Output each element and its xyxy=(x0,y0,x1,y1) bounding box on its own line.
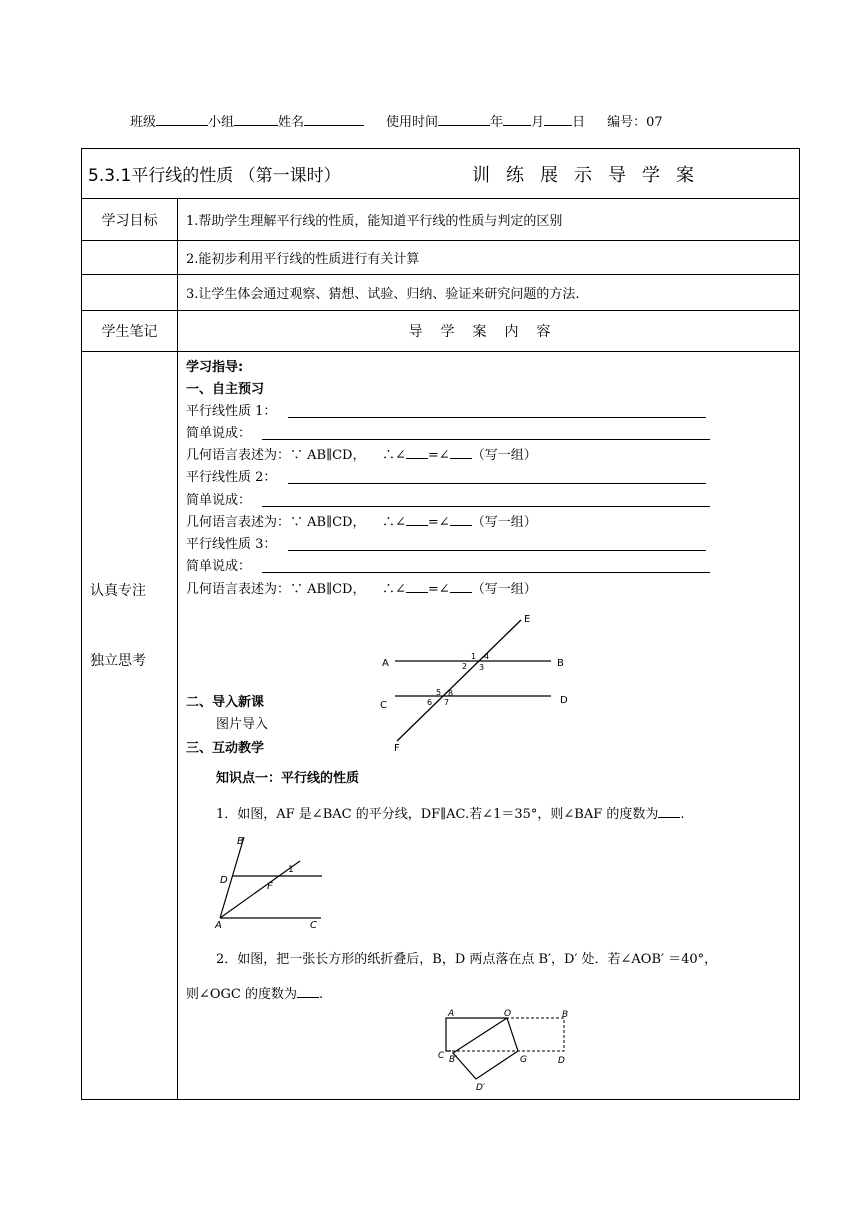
label-C: C xyxy=(380,700,387,711)
simple2-blank[interactable] xyxy=(262,506,710,507)
q2-label-Dp: D′ xyxy=(476,1083,485,1093)
worksheet-table xyxy=(81,148,800,1100)
folded-part xyxy=(453,1018,518,1079)
q1-label-A: A xyxy=(215,920,222,930)
month-blank[interactable] xyxy=(503,113,531,126)
angle-5: 5 xyxy=(436,688,442,697)
geo1-blank-a[interactable] xyxy=(406,447,428,459)
time-blank[interactable] xyxy=(438,113,490,126)
prop3-blank[interactable] xyxy=(288,550,706,551)
q1-label-D: D xyxy=(220,875,228,886)
class-blank[interactable] xyxy=(156,113,208,126)
q1-label-F: F xyxy=(267,881,273,892)
angle-1: 1 xyxy=(471,652,477,661)
side-note-1: 认真专注 xyxy=(90,583,146,599)
side-note-2: 独立思考 xyxy=(90,653,146,669)
q2-label-B: B xyxy=(562,1010,569,1020)
goal-row-2 xyxy=(82,241,799,275)
geo2: 几何语言表述为：∵ AB∥CD， ∴∠ =∠ （写一组） xyxy=(186,515,537,530)
label-F: F xyxy=(394,743,400,753)
day-blank[interactable] xyxy=(544,113,572,126)
class-label: 班级 xyxy=(130,115,157,130)
angle-7: 7 xyxy=(444,698,450,707)
label-A: A xyxy=(382,658,389,669)
geo1: 几何语言表述为：∵ AB∥CD， ∴∠ =∠ （写一组） xyxy=(186,448,537,463)
simple1-blank[interactable] xyxy=(262,439,710,440)
section-row xyxy=(82,311,799,352)
simple2-label: 简单说成： xyxy=(186,493,252,508)
q1-answer-blank[interactable] xyxy=(658,806,680,818)
angle-6: 6 xyxy=(427,698,433,707)
part2-heading: 二、导入新课 xyxy=(186,695,265,710)
month-label: 月 xyxy=(531,115,545,130)
header-info xyxy=(130,111,663,130)
worksheet-type: 训练展示导学案 xyxy=(472,164,710,186)
simple1-label: 简单说成： xyxy=(186,426,252,441)
simple3-blank[interactable] xyxy=(262,572,710,573)
content-row xyxy=(82,352,799,1099)
content-area xyxy=(178,352,799,1099)
goal-1: 1.帮助学生理解平行线的性质，能知道平行线的性质与判定的区别 xyxy=(186,214,563,229)
geo3-blank-a[interactable] xyxy=(406,581,428,593)
rectangle-left xyxy=(446,1018,507,1051)
question-2-figure xyxy=(436,1008,576,1096)
q2-label-A: A xyxy=(448,1009,455,1019)
day-label: 日 xyxy=(572,115,586,130)
year-label: 年 xyxy=(490,115,504,130)
geo3-blank-b[interactable] xyxy=(450,581,472,593)
q1-label-C: C xyxy=(310,920,317,930)
section-title: 导学案内容 xyxy=(408,324,569,340)
goal-2: 2.能初步利用平行线的性质进行有关计算 xyxy=(186,252,420,267)
question-1: 1．如图，AF 是∠BAC 的平分线，DF∥AC.若∠1＝35°，则∠BAF 的度数为 . xyxy=(216,807,685,822)
prop2-blank[interactable] xyxy=(288,483,706,484)
q2-label-D: D xyxy=(558,1056,565,1066)
prop1-blank[interactable] xyxy=(288,417,706,418)
geo2-blank-a[interactable] xyxy=(406,514,428,526)
guide-heading: 学习指导: xyxy=(186,360,244,375)
group-blank[interactable] xyxy=(234,113,278,126)
goal-row-3 xyxy=(82,275,799,311)
notes-column xyxy=(82,352,178,1099)
title-row xyxy=(82,149,799,199)
geo2-blank-b[interactable] xyxy=(450,514,472,526)
name-label: 姓名 xyxy=(278,115,305,130)
notes-label: 学生笔记 xyxy=(82,311,178,351)
line-ef xyxy=(397,620,521,741)
prop2-label: 平行线性质 2： xyxy=(186,470,277,485)
lesson-title: 5.3.1平行线的性质 （第一课时） xyxy=(88,166,341,186)
name-blank[interactable] xyxy=(304,113,364,126)
q2-answer-blank[interactable] xyxy=(297,986,319,998)
part2-sub: 图片导入 xyxy=(216,717,269,732)
part1-heading: 一、自主预习 xyxy=(186,382,265,397)
part3-heading: 三、互动教学 xyxy=(186,741,265,756)
q2-label-Bp: B′ xyxy=(449,1055,458,1065)
q2-label-G: G xyxy=(520,1055,527,1065)
question-1-figure xyxy=(206,830,341,930)
number-label: 编号：07 xyxy=(607,115,663,130)
label-E: E xyxy=(524,614,531,625)
label-D: D xyxy=(560,695,568,706)
label-B: B xyxy=(557,658,564,669)
question-2-line2: 则∠OGC 的度数为 . xyxy=(186,987,324,1002)
angle-2: 2 xyxy=(462,662,468,671)
angle-4: 4 xyxy=(484,652,490,661)
geo3: 几何语言表述为：∵ AB∥CD， ∴∠ =∠ （写一组） xyxy=(186,582,537,597)
question-2-line1: 2．如图，把一张长方形的纸折叠后，B，D 两点落在点 B′，D′ 处．若∠AOB′ ＝40°， xyxy=(216,952,718,967)
parallel-lines-figure xyxy=(373,608,573,753)
q2-label-O: O xyxy=(504,1009,512,1019)
goals-label: 学习目标 xyxy=(82,199,178,240)
prop3-label: 平行线性质 3： xyxy=(186,537,277,552)
goal-row-1 xyxy=(82,199,799,241)
q1-label-B: B xyxy=(237,836,244,847)
geo1-blank-b[interactable] xyxy=(450,447,472,459)
angle-8: 8 xyxy=(448,689,454,698)
goal-3: 3.让学生体会通过观察、猜想、试验、归纳、验证来研究问题的方法. xyxy=(186,287,580,302)
group-label: 小组 xyxy=(208,115,235,130)
q1-angle-1: 1 xyxy=(288,865,294,875)
prop1-label: 平行线性质 1： xyxy=(186,404,277,419)
simple3-label: 简单说成： xyxy=(186,559,252,574)
time-label: 使用时间 xyxy=(386,115,439,130)
angle-3: 3 xyxy=(479,663,485,672)
q2-label-C: C xyxy=(438,1051,445,1061)
knowledge-point-1: 知识点一：平行线的性质 xyxy=(216,771,360,786)
